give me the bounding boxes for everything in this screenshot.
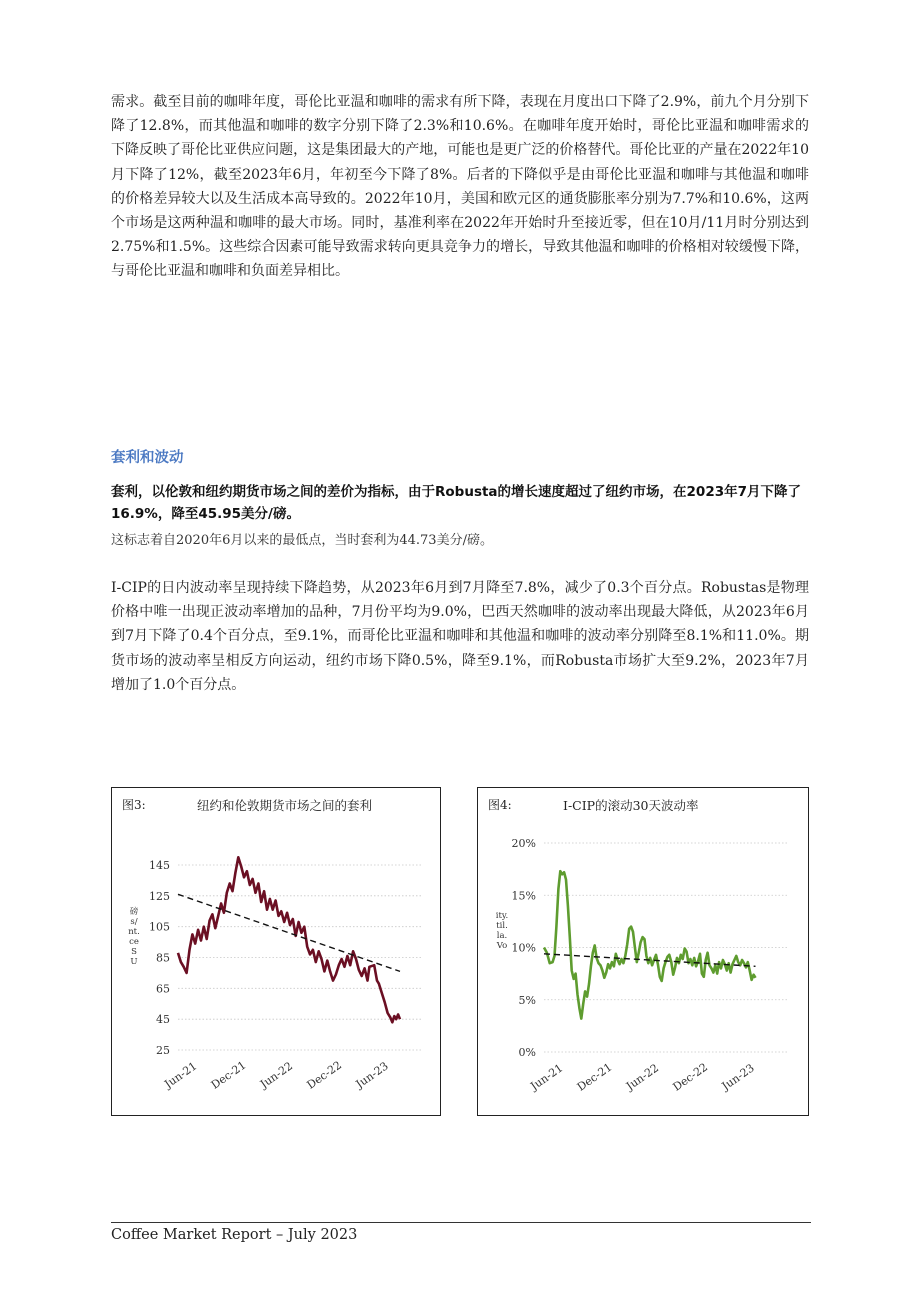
x-tick-label: Jun-23 — [719, 1061, 757, 1093]
y-axis-label-fragment: 磅 — [129, 907, 139, 917]
footer-divider — [111, 1222, 811, 1223]
x-tick-label: Jun-21 — [162, 1059, 200, 1091]
y-tick-label: 125 — [149, 889, 170, 903]
body-paragraph-1: 需求。截至目前的咖啡年度，哥伦比亚温和咖啡的需求有所下降，表现在月度出口下降了2.9%，前九个月分别下降了12.8%，而其他温和咖啡的数字分别下降了2.3%和10.6%。在咖啡年度开始时，哥伦比亚温和咖啡需求的下降反映了哥伦比亚供应问题，这是集团最大的产地，可能也是更广泛的价格替代。哥伦比亚的产量在2022年10月下降了12%，截至2023年6月，年初至今下降了8%。后者的下降似乎是由哥伦比亚温和咖啡与其他温和咖啡的价格差异较大以及生活成本高导致的。2022年10月，美国和欧元区的通货膨胀率分别为7.7%和10.6%，这两个市场是这两种温和咖啡的最大市场。同时，基准利率在2022年开始时升至接近零，但在10月/11月时分别达到2.75%和1.5%。这些综合因素可能导致需求转向更具竞争力的增长，导致其他温和咖啡的价格相对较缓慢下降，与哥伦比亚温和咖啡和负面差异相比。 — [111, 94, 809, 280]
figure-4-label: 图4: — [488, 798, 512, 812]
y-tick-label: 45 — [156, 1013, 170, 1027]
y-tick-label: 10% — [511, 941, 536, 955]
x-tick-label: Jun-22 — [257, 1059, 296, 1091]
y-axis-label-fragment: nt. — [128, 927, 140, 937]
series-line — [178, 857, 400, 1022]
y-axis-label-fragment: S — [131, 947, 137, 957]
y-tick-label: 5% — [518, 993, 536, 1007]
bold-summary-paragraph: 套利，以伦敦和纽约期货市场之间的差价为指标，由于Robusta的增长速度超过了纽约市场，在2023年7月下降了16.9%，降至45.95美分/磅。 — [111, 484, 802, 522]
y-tick-label: 85 — [156, 951, 170, 965]
figure-4-volatility-chart — [477, 787, 809, 1116]
x-tick-label: Jun-23 — [353, 1059, 391, 1091]
y-axis-label-fragment: U — [130, 957, 138, 967]
y-tick-label: 15% — [511, 889, 536, 903]
x-tick-label: Jun-21 — [528, 1061, 566, 1093]
figure-4-title: I-CIP的滚动30天波动率 — [563, 798, 699, 813]
y-tick-label: 105 — [149, 920, 170, 934]
x-tick-label: Dec-21 — [574, 1060, 615, 1094]
footer-text: Coffee Market Report – July 2023 — [111, 1227, 358, 1243]
chart-1-svg — [112, 788, 442, 1117]
y-axis-label-fragment: til. — [496, 921, 508, 931]
series-line — [544, 871, 756, 1018]
y-tick-label: 0% — [518, 1046, 536, 1059]
figure-3-title: 纽约和伦敦期货市场之间的套利 — [197, 798, 373, 813]
y-axis-label-fragment: ity. — [495, 911, 509, 921]
y-tick-label: 20% — [511, 837, 536, 850]
note-paragraph: 这标志着自2020年6月以来的最低点，当时套利为44.73美分/磅。 — [111, 533, 493, 548]
x-tick-label: Dec-22 — [304, 1058, 345, 1092]
section-heading: 套利和波动 — [111, 450, 184, 466]
body-paragraph-2: I-CIP的日内波动率呈现持续下降趋势，从2023年6月到7月降至7.8%，减少了0.3个百分点。Robustas是物理价格中唯一出现正波动率增加的品种，7月份平均为9.0%，巴西天然咖啡的波动率出现最大降低，从2023年6月到7月下降了0.4个百分点，至9.1%，而哥伦比亚温和咖啡和其他温和咖啡的波动率分别降至8.1%和11.0%。期货市场的波动率呈相反方向运动，纽约市场下降0.5%，降至9.1%，而Robusta市场扩大至9.2%，2023年7月增加了1.0个百分点。 — [111, 580, 809, 693]
trend-line — [178, 894, 400, 971]
x-tick-label: Dec-22 — [670, 1060, 711, 1094]
chart-2-svg — [478, 788, 810, 1117]
y-axis-label-fragment: s/ — [130, 917, 138, 927]
figure-3-label: 图3: — [122, 798, 146, 812]
x-tick-label: Dec-21 — [208, 1058, 249, 1092]
y-axis-label-fragment: la. — [496, 931, 508, 941]
y-axis-label-fragment: ce — [129, 937, 139, 947]
figure-3-arbitrage-chart — [111, 787, 441, 1116]
x-tick-label: Jun-22 — [623, 1061, 662, 1093]
y-tick-label: 145 — [149, 859, 170, 872]
y-tick-label: 25 — [156, 1044, 170, 1057]
y-tick-label: 65 — [156, 982, 170, 996]
y-axis-label-fragment: Vo — [496, 941, 508, 951]
